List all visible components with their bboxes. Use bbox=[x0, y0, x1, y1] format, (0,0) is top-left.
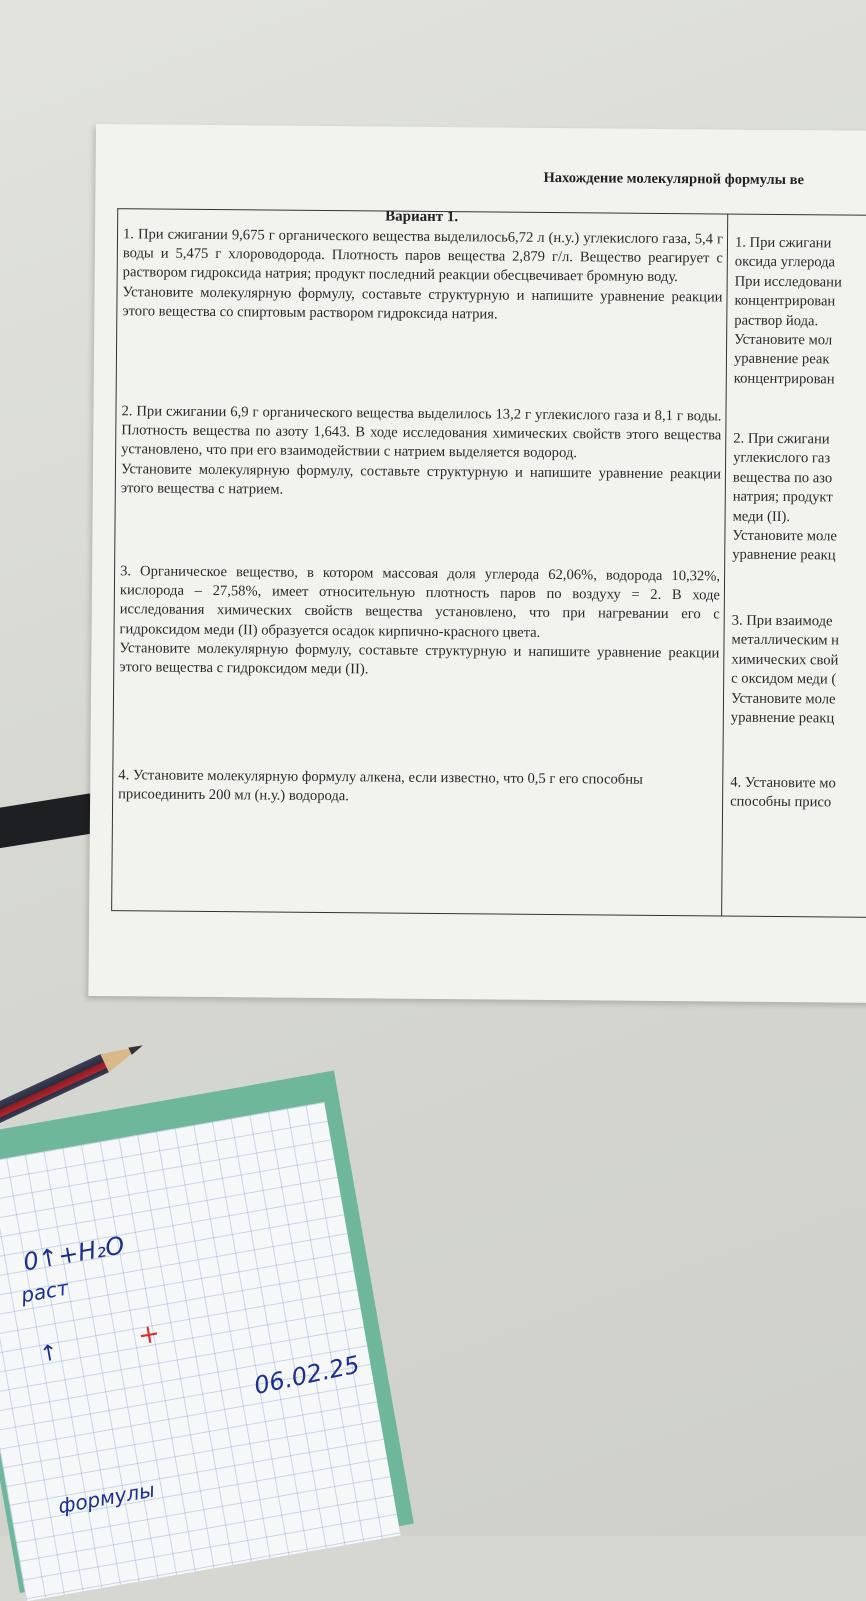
right-line: 1. При сжигани bbox=[734, 234, 832, 252]
right-line: способны присо bbox=[730, 793, 832, 811]
handwriting: 0↑+H₂O bbox=[21, 1231, 127, 1277]
right-line: Установите мол bbox=[734, 331, 833, 349]
right-line: меди (II). bbox=[732, 508, 791, 525]
table-border-left bbox=[111, 208, 118, 910]
right-column-task-2 bbox=[732, 430, 866, 567]
right-line: химических свой bbox=[731, 651, 839, 669]
task-1-instruction: Установите молекулярную формулу, составьте структурную и напишите уравнение реакции этого вещества со спиртовым раствором гидроксида натрия. bbox=[122, 283, 723, 323]
right-line: уравнение реак bbox=[733, 350, 830, 368]
task-1-text: 1. При сжигании 9,675 г органического вещества выделилось6,72 л (н.у.) углекислого газа, 5,4 г воды и 5,475 г хлороводорода. Плотность паров вещества 2,879 г/л. Вещество реагирует с раствором гидроксида натрия; продукт последний реакции обесцвечивает бромную воду. bbox=[122, 226, 724, 286]
worksheet-paper bbox=[88, 124, 866, 1003]
table-border-top bbox=[117, 208, 866, 216]
task-3-instruction: Установите молекулярную формулу, составьте структурную и напишите уравнение реакции этого вещества с гидроксидом меди (II). bbox=[119, 640, 720, 678]
right-line: металлическим н bbox=[731, 631, 840, 649]
right-column-task-3 bbox=[731, 612, 866, 730]
handwriting-plus: + bbox=[135, 1318, 163, 1352]
right-line: оксида углерода bbox=[734, 253, 836, 271]
task-2-text: 2. При сжигании 6,9 г органического вещества выделилось 13,2 г углекислого газа и 8,1 г воды. Плотность вещества по азоту 1,643. В ходе исследования химических свойств этого вещества установлено, что при его взаимодействии с натрием выделяется водород. bbox=[121, 403, 722, 462]
right-line: Установите моле bbox=[730, 690, 836, 708]
task-1 bbox=[122, 225, 723, 326]
right-line: концентрирован bbox=[734, 292, 836, 310]
right-line: При исследовани bbox=[734, 273, 842, 291]
task-3-text: 3. Органическое вещество, в котором массовая доля углерода 62,06%, водорода 10,32%, кислорода – 27,58%, имеет относительную плотность паров по воздуху = 2. В ходе исследования химических свойств вещества установлено, что при нагревании его с гидроксидом меди (II) образуется осадок кирпично-красного цвета. bbox=[119, 563, 721, 641]
table-border-bottom bbox=[111, 910, 723, 916]
handwriting: ↑ bbox=[37, 1340, 61, 1369]
right-line: уравнение реакц bbox=[730, 709, 835, 727]
task-4-text: 4. Установите молекулярную формулу алкена, если известно, что 0,5 г его способны присоединить 200 мл (н.у.) водорода. bbox=[118, 767, 643, 805]
handwriting: раст bbox=[19, 1275, 71, 1308]
right-line: уравнение реакц bbox=[732, 546, 836, 564]
right-line: с оксидом меди ( bbox=[731, 670, 837, 688]
task-4 bbox=[118, 766, 718, 810]
right-line: раствор йода. bbox=[734, 312, 819, 329]
variant-title: Вариант 1. bbox=[385, 208, 459, 226]
right-line: 3. При взаимоде bbox=[731, 612, 833, 630]
right-column-task-4 bbox=[730, 774, 866, 814]
right-line: 2. При сжигани bbox=[733, 430, 830, 448]
right-line: углекислого газ bbox=[733, 449, 831, 467]
right-line: натрия; продукт bbox=[732, 488, 833, 506]
handwriting: формулы bbox=[56, 1477, 157, 1519]
handwriting-date: 06.02.25 bbox=[251, 1350, 363, 1400]
right-column-task-1 bbox=[734, 234, 866, 391]
right-line: Установите моле bbox=[732, 527, 837, 545]
task-3 bbox=[119, 562, 720, 682]
right-line: 4. Установите мо bbox=[730, 774, 836, 792]
table-border-bottom-right bbox=[721, 915, 866, 918]
task-2 bbox=[121, 402, 722, 503]
right-line: вещества по азо bbox=[732, 469, 833, 487]
right-line: концентрирован bbox=[733, 370, 835, 388]
document-title: Нахождение молекулярной формулы ве bbox=[543, 169, 805, 189]
task-2-instruction: Установите молекулярную формулу, составьте структурную и напишите уравнение реакции этого вещества с натрием. bbox=[120, 460, 722, 498]
